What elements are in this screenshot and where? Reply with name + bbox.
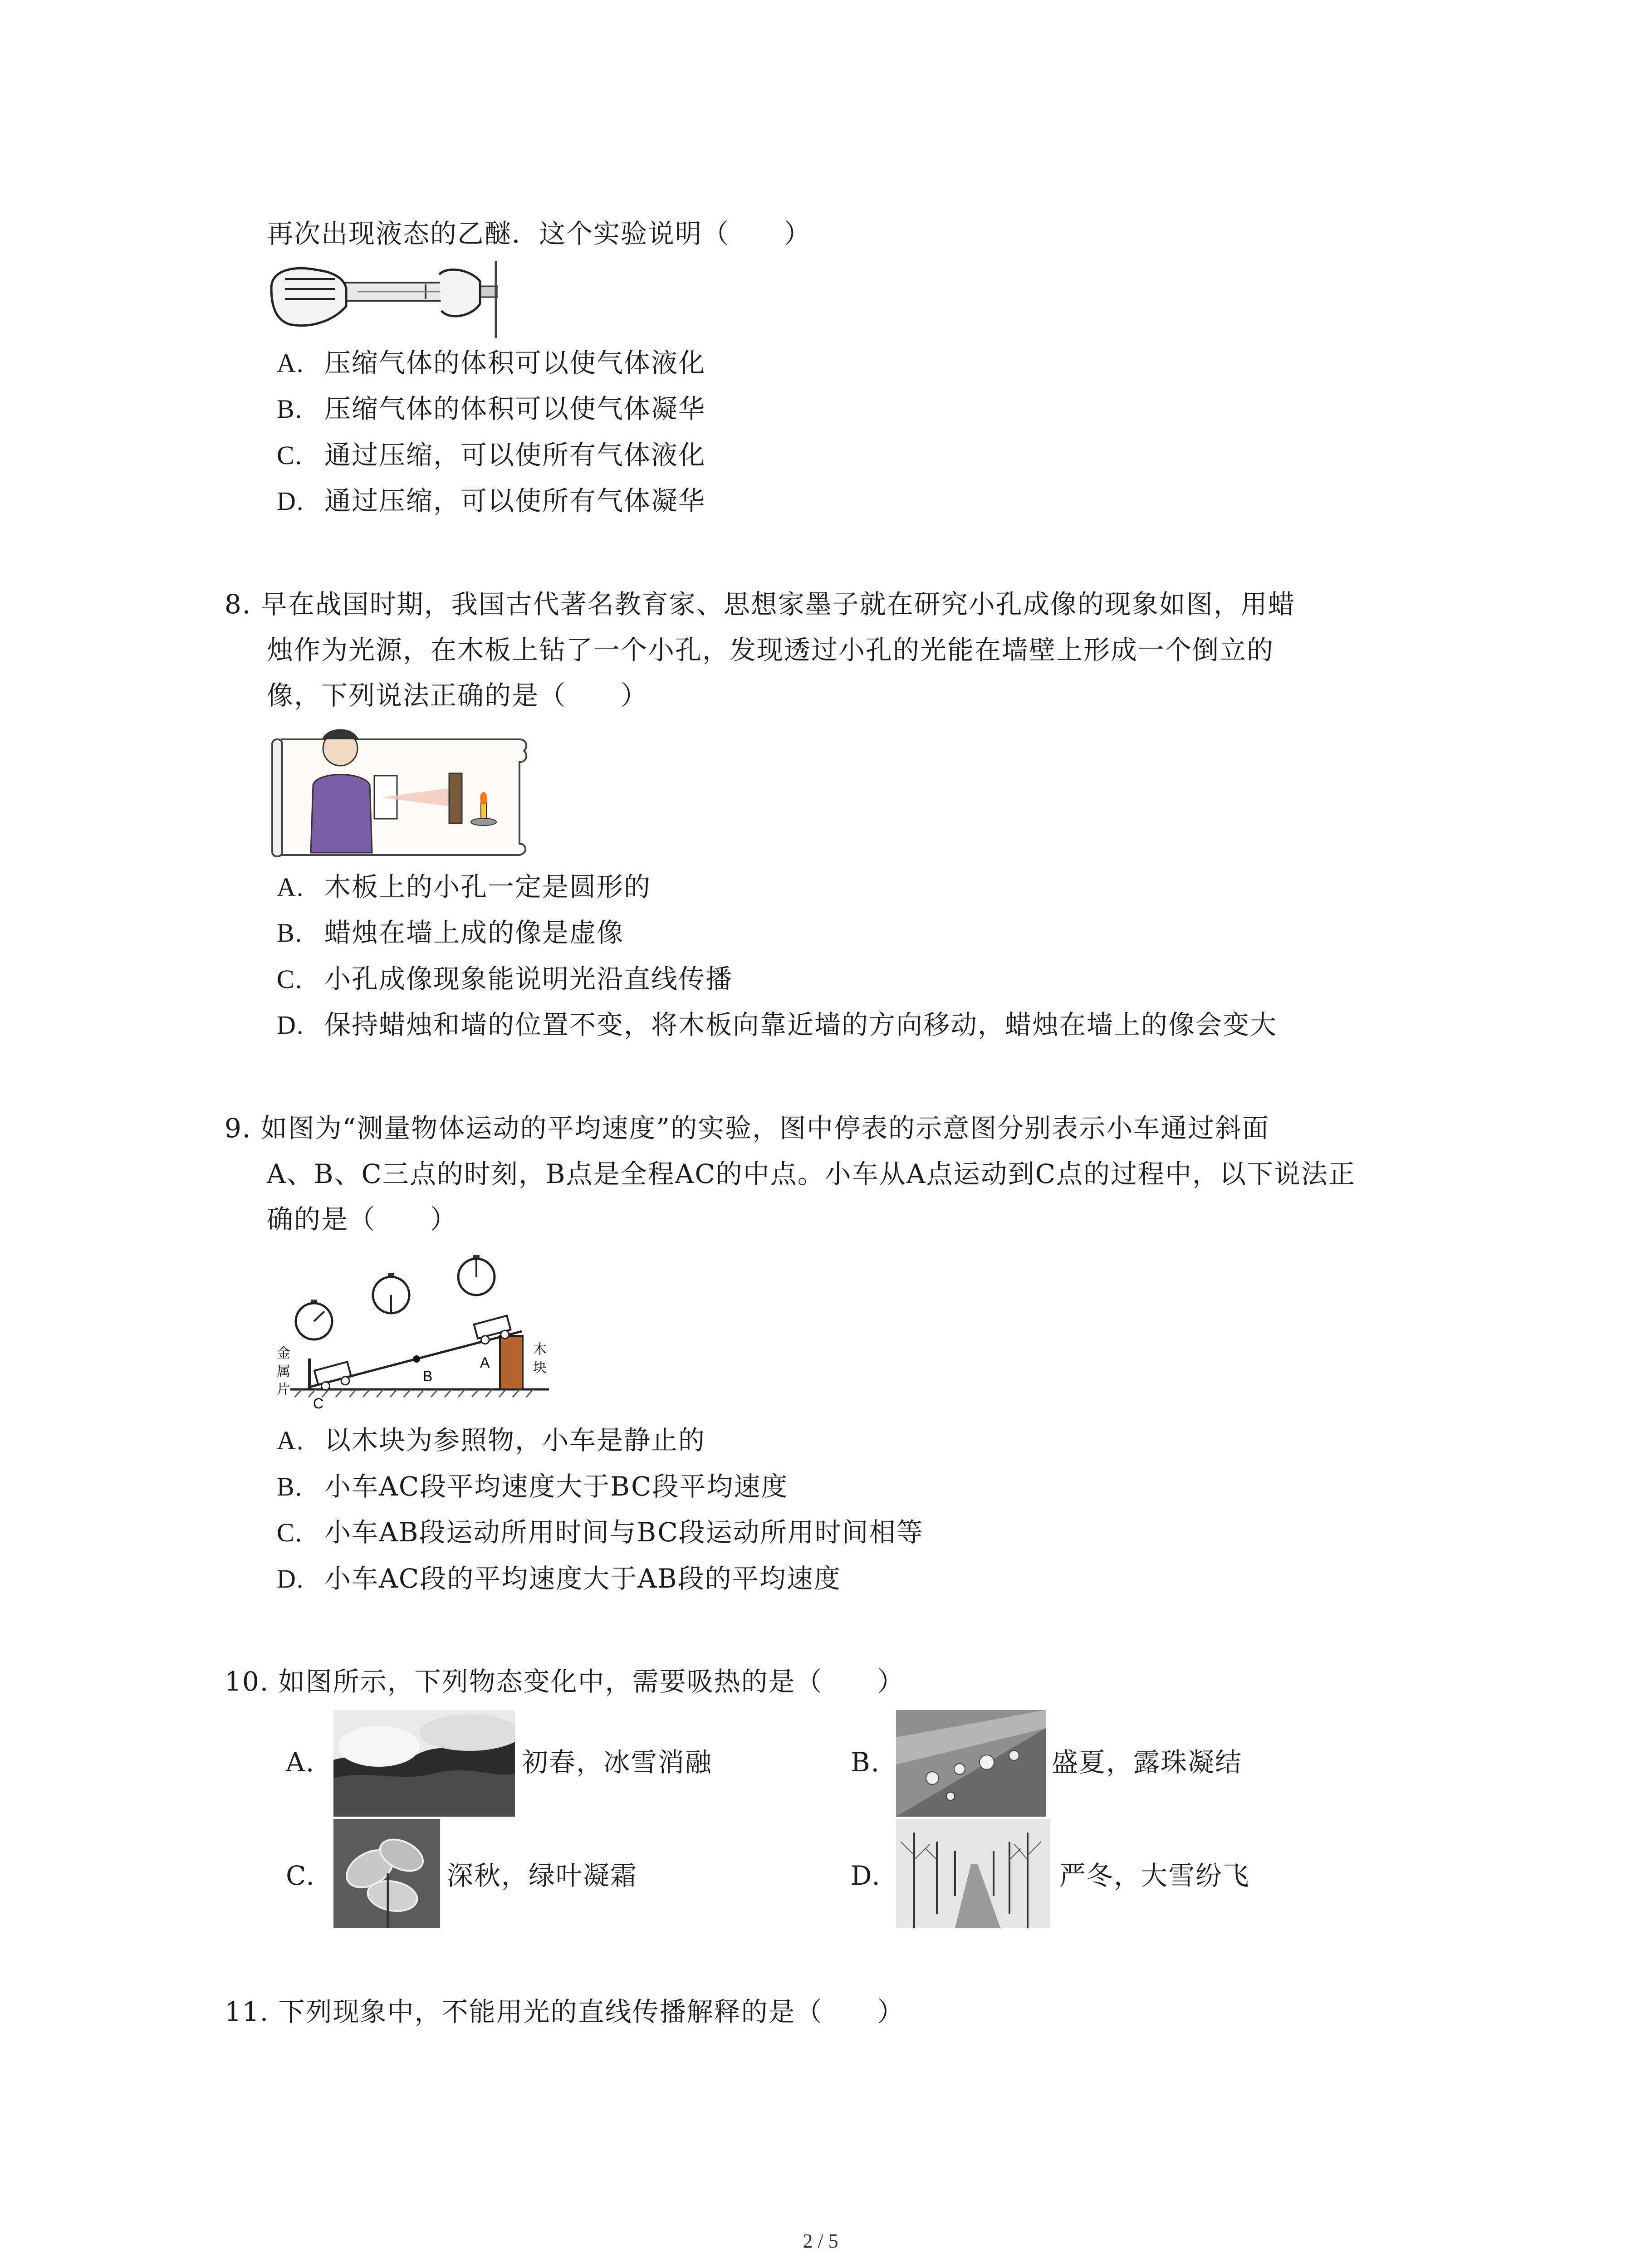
dew-drops-photo — [896, 1710, 1046, 1817]
q7-option-b[interactable]: B. 压缩气体的体积可以使气体凝华 — [277, 393, 706, 424]
q9-stem-line2: A、B、C三点的时刻，B点是全程AC的中点。小车从A点运动到C点的过程中，以下说法正 — [267, 1158, 1356, 1189]
snowy-street-photo — [896, 1819, 1050, 1928]
q10-option-d-letter[interactable]: D. — [851, 1860, 881, 1891]
q11-stem: 11. 下列现象中，不能用光的直线传播解释的是（ ） — [225, 1996, 905, 2027]
q7-option-d[interactable]: D. 通过压缩，可以使所有气体凝华 — [277, 485, 706, 516]
wood-label-1: 木 — [533, 1342, 547, 1358]
metal-label-1: 金 — [277, 1345, 290, 1361]
metal-label-3: 片 — [277, 1382, 290, 1398]
q7-option-a[interactable]: A. 压缩气体的体积可以使气体液化 — [277, 347, 706, 378]
melting-snow-photo — [333, 1710, 515, 1817]
q10-option-a-text: 初春，冰雪消融 — [522, 1747, 713, 1778]
syringe-figure — [267, 261, 498, 338]
q9-option-c[interactable]: C. 小车AB段运动所用时间与BC段运动所用时间相等 — [277, 1517, 924, 1548]
q9-option-a[interactable]: A. 以木块为参照物，小车是静止的 — [277, 1425, 706, 1456]
incline-stopwatch-figure — [277, 1245, 567, 1413]
q9-option-b[interactable]: B. 小车AC段平均速度大于BC段平均速度 — [277, 1471, 789, 1502]
q9-stem-line1: 9. 如图为“测量物体运动的平均速度”的实验，图中停表的示意图分别表示小车通过斜面 — [225, 1113, 1270, 1144]
q9-stem-line3: 确的是（ ） — [267, 1204, 458, 1235]
q8-option-b[interactable]: B. 蜡烛在墙上成的像是虚像 — [277, 917, 624, 948]
q10-stem: 10. 如图所示，下列物态变化中，需要吸热的是（ ） — [225, 1666, 905, 1697]
q8-option-d[interactable]: D. 保持蜡烛和墙的位置不变，将木板向靠近墙的方向移动，蜡烛在墙上的像会变大 — [277, 1009, 1278, 1040]
stopwatch-icon — [296, 1300, 332, 1339]
q9-option-d[interactable]: D. 小车AC段的平均速度大于AB段的平均速度 — [277, 1563, 841, 1594]
label-c: C — [313, 1395, 324, 1412]
q8-option-a[interactable]: A. 木板上的小孔一定是圆形的 — [277, 871, 652, 902]
label-b: B — [423, 1368, 433, 1384]
q8-stem-line2: 烛作为光源，在木板上钻了一个小孔，发现透过小孔的光能在墙壁上形成一个倒立的 — [267, 635, 1274, 665]
q10-option-c-text: 深秋，绿叶凝霜 — [447, 1860, 638, 1891]
wood-label-2: 块 — [533, 1360, 547, 1376]
q10-option-b-text: 盛夏，露珠凝结 — [1052, 1747, 1243, 1778]
q10-option-b-letter[interactable]: B. — [851, 1747, 881, 1778]
q8-stem-line1: 8. 早在战国时期，我国古代著名教育家、思想家墨子就在研究小孔成像的现象如图，用蜡 — [225, 589, 1295, 620]
stopwatch-icon — [458, 1255, 495, 1295]
stopwatch-icon — [373, 1273, 409, 1313]
q10-option-a-letter[interactable]: A. — [286, 1747, 315, 1778]
q8-stem-line3: 像，下列说法正确的是（ ） — [267, 680, 648, 711]
metal-label-2: 属 — [277, 1364, 290, 1379]
page-number: 2 / 5 — [803, 2230, 838, 2252]
q7-continuation: 再次出现液态的乙醚．这个实验说明（ ） — [267, 218, 812, 249]
label-a: A — [480, 1354, 490, 1371]
pinhole-scroll-figure — [268, 721, 531, 862]
q8-option-c[interactable]: C. 小孔成像现象能说明光沿直线传播 — [277, 963, 733, 994]
q10-option-c-letter[interactable]: C. — [286, 1860, 315, 1891]
q10-option-d-text: 严冬，大雪纷飞 — [1059, 1860, 1250, 1891]
frosted-leaf-photo — [333, 1819, 440, 1928]
q7-option-c[interactable]: C. 通过压缩，可以使所有气体液化 — [277, 440, 706, 470]
